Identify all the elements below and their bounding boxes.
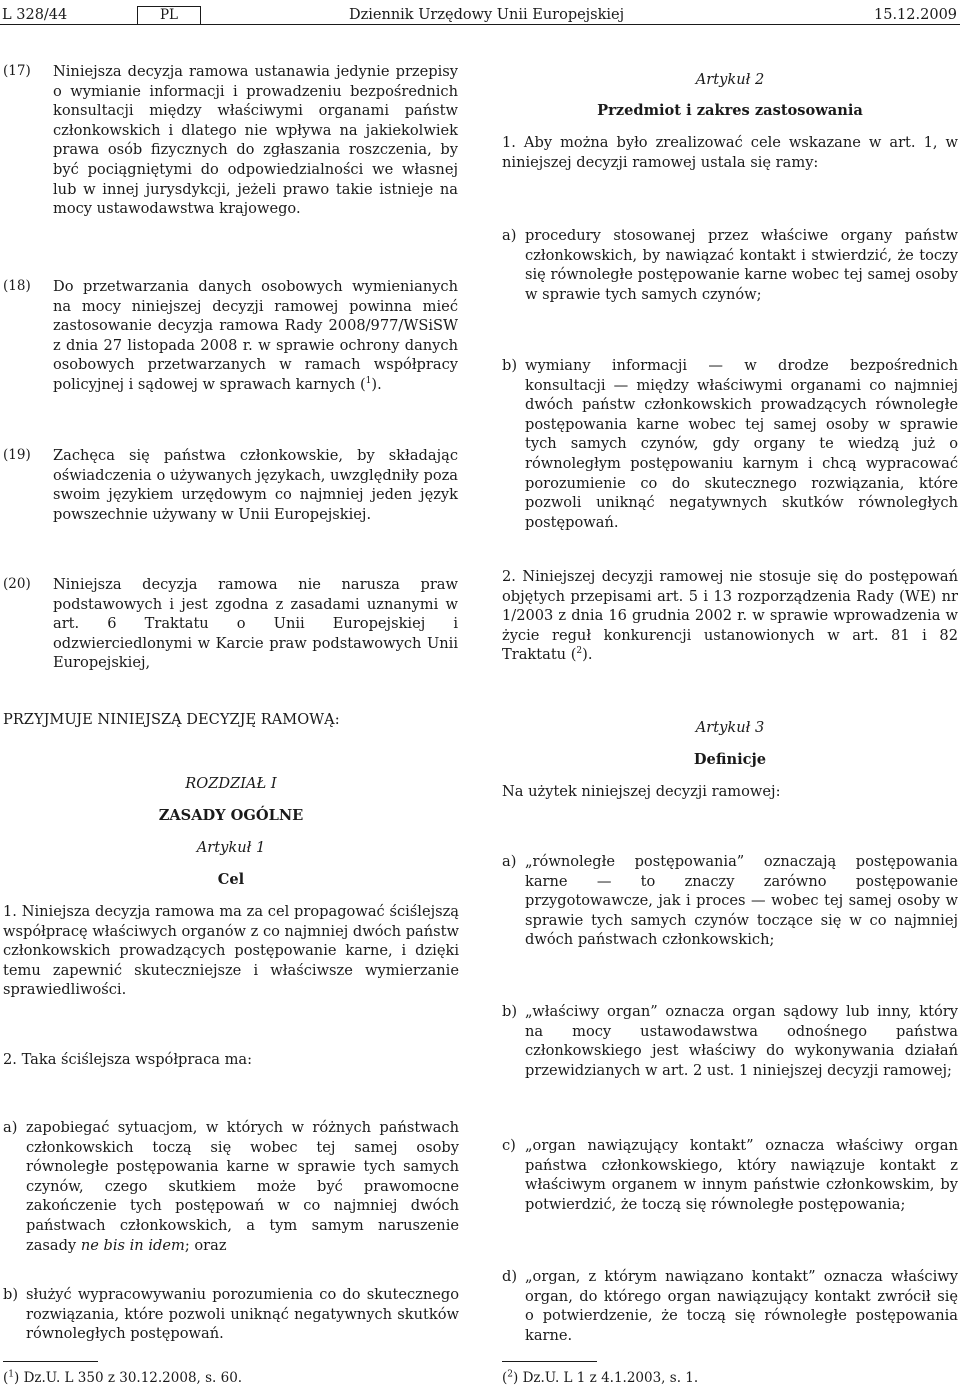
- point-text: procedury stosowanej przez właściwe organy państw członkowskich, by nawiązać kontakt i stwierdzić, że toczy się równoległe postępowanie karne wobec tej samej osoby w sprawie tych samych czynów;: [525, 227, 958, 303]
- article-3-title: Definicje: [693, 751, 767, 768]
- article-3-heading: Artykuł 3: [695, 719, 765, 736]
- recital-number: (17): [3, 63, 31, 79]
- footnote-2: ($^2$) Dz.U. L 1 z 4.1.2003, s. 1.: [502, 1369, 699, 1386]
- point-label: b): [3, 1286, 19, 1303]
- point-label: a): [3, 1119, 18, 1136]
- article-1-title: Cel: [217, 871, 245, 888]
- point-label: b): [502, 1003, 518, 1020]
- recital-text: Niniejsza decyzja ramowa ustanawia jedynie przepisy o wymianie informacji i prowadzeniu bezpośrednich konsultacji między właściwymi organami państw członkowskich i dlatego nie wpływa na jakiekolwiek prawa osób fizycznych do zgłaszania roszczenia, by być pociągniętymi do odpowiedzialności we własnej lub w innej jurysdykcji, jeżeli prawo takie istnieje na mocy ustawodawstwa krajowego.: [53, 63, 458, 218]
- article-2-title: Przedmiot i zakres zastosowania: [597, 102, 863, 119]
- page-reference: L 328/44: [2, 7, 68, 23]
- recital-number: (18): [3, 278, 31, 294]
- footnote-rule-left: [3, 1361, 98, 1362]
- recital-number: (19): [3, 447, 31, 463]
- article-3-point-d: [502, 1267, 958, 1345]
- article-2-paragraph-2: 2. Niniejszej decyzji ramowej nie stosuje się do postępowań objętych przepisami art. 5 i 13 rozporządzenia Rady (WE) nr 1/2003 z dnia 16 grudnia 2002 r. w sprawie wprowadzenia w życie reguł konkurencji ustanowionych w art. 81 i 82 Traktatu ($^2$).: [502, 568, 958, 664]
- article-3-point-c: [502, 1136, 958, 1214]
- point-text: „organ, z którym nawiązano kontakt” oznacza właściwy organ, do którego organ nawiązujący kontakt zwrócił się o potwierdzenie, że toczą się równoległe postępowania karne.: [525, 1268, 958, 1344]
- point-label: d): [502, 1268, 518, 1285]
- point-label: a): [502, 227, 517, 244]
- article-1-point-a: [3, 1118, 459, 1255]
- article-1-point-b: [3, 1285, 459, 1344]
- footnote-1: ($^1$) Dz.U. L 350 z 30.12.2008, s. 60.: [3, 1369, 243, 1386]
- chapter-label: ROZDZIAŁ I: [185, 775, 277, 792]
- point-text: zapobiegać sytuacjom, w których w różnych państwach członkowskich toczą się wobec tej samej osoby równoległe postępowania karne w sprawie tych samych czynów, czego skutkiem może być prawomocne zakończenie tych postępowań w co najmniej dwóch państwach członkowskich, a tym samym naruszenie zasady ne bis in idem; oraz: [26, 1119, 459, 1254]
- article-3-point-a: [502, 852, 958, 950]
- point-text: „właściwy organ” oznacza organ sądowy lub inny, który na mocy ustawodawstwa odnośnego państwa członkowskiego jest właściwy do wykonywania działań przewidzianych w art. 2 ust. 1 niniejszej decyzji ramowej;: [525, 1003, 958, 1079]
- latin-phrase: ne bis in idem: [80, 1236, 185, 1254]
- recital-text: Zachęca się państwa członkowskie, by składając oświadczenia o używanych językach, uwzględniły poza swoim językiem urzędowym co najmniej jeden język powszechnie używany w Unii Europejskiej.: [53, 447, 458, 523]
- footnote-ref: 2: [576, 646, 583, 657]
- article-3-point-b: [502, 1002, 958, 1080]
- recital-18: [3, 277, 458, 395]
- point-text: służyć wypracowywaniu porozumienia co do skutecznego rozwiązania, które pozwoli uniknąć negatywnych skutków równoległych postępowań.: [26, 1286, 459, 1343]
- recital-19: [3, 446, 458, 524]
- publication-date: 15.12.2009: [874, 7, 958, 23]
- article-1-paragraph-1: 1. Niniejsza decyzja ramowa ma za cel propagować ściślejszą współpracę właściwych organów z co najmniej dwóch państw członkowskich prowadzących postępowanie karne, i dzięki temu zapewnić skuteczniejsze i właściwsze wymierzanie sprawiedliwości.: [3, 903, 460, 999]
- enacting-formula: PRZYJMUJE NINIEJSZĄ DECYZJĘ RAMOWĄ:: [3, 711, 340, 728]
- article-2-paragraph-1: 1. Aby można było zrealizować cele wskazane w art. 1, w niniejszej decyzji ramowej ustala się ramy:: [502, 134, 958, 171]
- recital-number: (20): [3, 576, 31, 592]
- footnote-rule-right: [502, 1361, 597, 1362]
- recital-text: Do przetwarzania danych osobowych wymienianych na mocy niniejszej decyzji ramowej powinna mieć zastosowanie decyzja ramowa Rady 2008/977/WSiSW z dnia 27 listopada 2008 r. w sprawie ochrony danych osobowych przetwarzanych w ramach współpracy policyjnej i sądowej w sprawach karnych ($^1$).: [53, 278, 458, 393]
- recital-17: [3, 62, 458, 219]
- recital-text: Niniejsza decyzja ramowa nie narusza praw podstawowych i jest zgodna z zasadami uznanymi w art. 6 Traktatu o Unii Europejskiej i odzwierciedlonymi w Karcie praw podstawowych Unii Europejskiej,: [53, 576, 458, 672]
- point-text: „organ nawiązujący kontakt” oznacza właściwy organ państwa członkowskiego, który nawiązuje kontakt z właściwym organem w innym państwie członkowskim, by potwierdzić, że toczą się równoległe postępowania;: [525, 1137, 958, 1213]
- point-label: a): [502, 853, 517, 870]
- article-1-heading: Artykuł 1: [196, 839, 266, 856]
- article-1-paragraph-2: 2. Taka ściślejsza współpraca ma:: [3, 1051, 253, 1068]
- article-2-point-b: [502, 356, 958, 532]
- point-text: „równoległe postępowania” oznaczają postępowania karne — to znaczy zarówno postępowanie przygotowawcze, jak i proces — wobec tej samej osoby w sprawie tych samych czynów toczące się w co najmniej dwóch państwach członkowskich;: [525, 853, 958, 949]
- recital-20: [3, 575, 458, 673]
- journal-title: Dziennik Urzędowy Unii Europejskiej: [349, 7, 625, 23]
- header-rule: [0, 24, 960, 25]
- page-header: [0, 6, 960, 26]
- article-2-point-a: [502, 226, 958, 304]
- footnote-ref: 1: [365, 376, 372, 387]
- point-label: b): [502, 357, 518, 374]
- point-label: c): [502, 1137, 516, 1154]
- language-badge: PL: [137, 6, 201, 25]
- point-text: wymiany informacji — w drodze bezpośrednich konsultacji — między właściwymi organami co najmniej dwóch państw członkowskich prowadzących równoległe postępowania karne wobec tej samej osoby w sprawie tych samych czynów, gdy organy te wiedzą już o równoległym postępowaniu karnym i chcą wypracować porozumienie co do skutecznego rozwiązania, które pozwoli uniknąć negatywnych skutków równoległych postępowań.: [525, 357, 958, 531]
- article-3-intro: Na użytek niniejszej decyzji ramowej:: [502, 783, 781, 800]
- chapter-title: ZASADY OGÓLNE: [158, 807, 304, 824]
- article-2-heading: Artykuł 2: [695, 71, 765, 88]
